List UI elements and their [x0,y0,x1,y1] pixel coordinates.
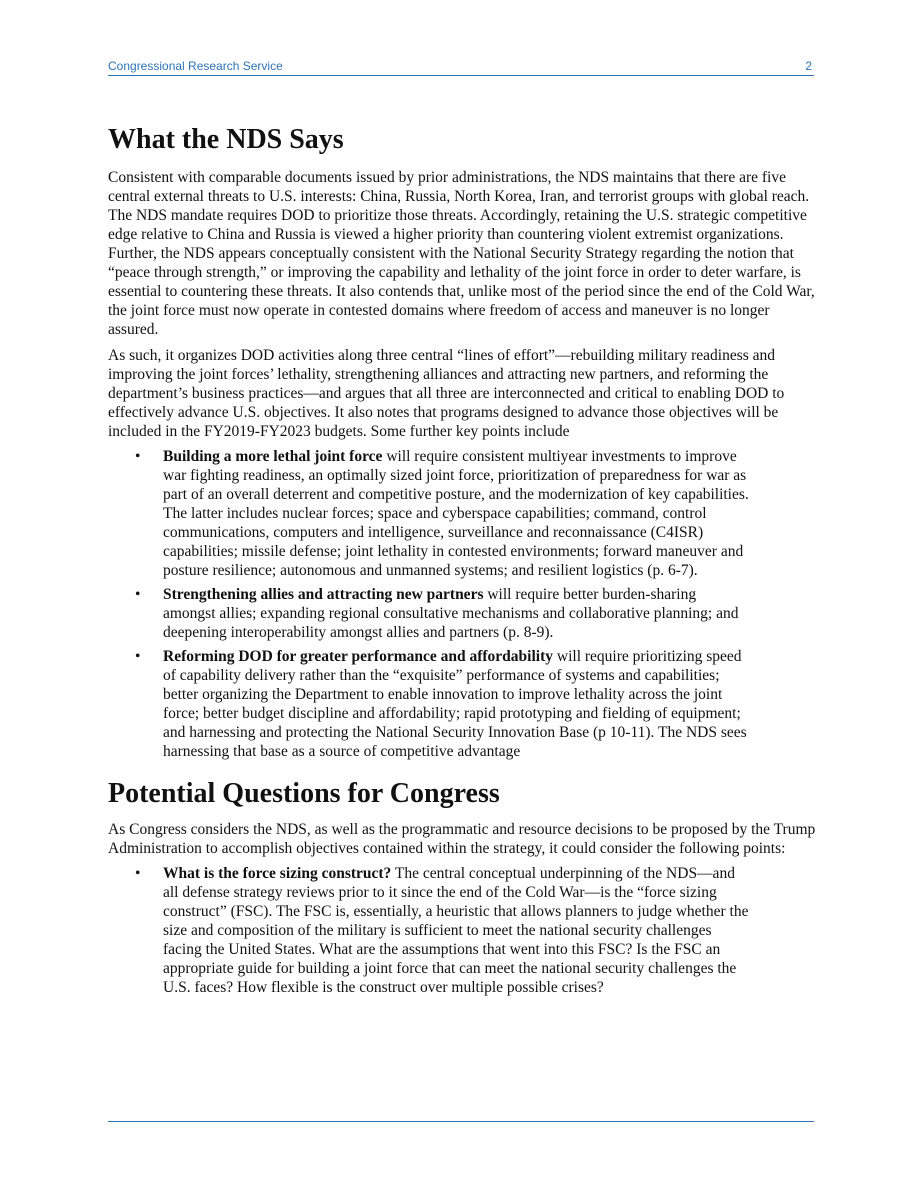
bullet-icon: • [135,448,141,465]
bullet-lead: Strengthening allies and attracting new partners [163,586,484,603]
page-number: 2 [805,59,812,73]
bullet-icon: • [135,586,141,603]
paragraph: As such, it organizes DOD activities along three central “lines of effort”—rebuilding military readiness and improving the joint forces’ lethality, strengthening alliances and attracting new partners, and reforming the department’s business practices—and argues that all three are interconnected and critical to enabling DOD to effectively advance U.S. objectives. It also notes that programs designed to advance those objectives will be included in the FY2019-FY2023 budgets. Some further key points include [108,347,785,440]
list-item [108,864,751,997]
footer-rule [108,1121,814,1122]
paragraph: Consistent with comparable documents issued by prior administrations, the NDS maintains that there are five central external threats to U.S. interests: China, Russia, North Korea, Iran, and terrorist groups with global reach. The NDS mandate requires DOD to prioritize those threats. Accordingly, retaining the U.S. strategic competitive edge relative to China and Russia is viewed a higher priority than countering violent extremist organizations. Further, the NDS appears conceptually consistent with the National Security Strategy regarding the notion that “peace through strength,” or improving the capability and lethality of the joint force in order to deter warfare, is essential to countering these threats. It also contends that, unlike most of the period since the end of the Cold War, the joint force must now operate in contested domains where freedom of access and maneuver is no longer assured. [108,169,815,338]
bullet-icon: • [135,648,141,665]
questions-list [108,864,816,997]
section-heading-nds-says: What the NDS Says [108,124,344,155]
bullet-lead: Building a more lethal joint force [163,448,383,465]
bullet-lead: Reforming DOD for greater performance and affordability [163,648,554,665]
bullet-lead: What is the force sizing construct? [163,865,392,882]
bullet-text: will require consistent multiyear investments to improve war fighting readiness, an optimally sized joint force, prioritization of preparedness for war as part of an overall deterrent and competitive posture, and the modernization of key capabilities. The latter includes nuclear forces; space and cyberspace capabilities; command, control communications, computers and intelligence, surveillance and reconnaissance (C4ISR) capabilities; missile defense; joint lethality in contested environments; forward maneuver and posture resilience; autonomous and unmanned systems; and resilient logistics (p. 6-7). [163,448,749,579]
document-body [108,122,816,1002]
bullet-text: The central conceptual underpinning of the NDS—and all defense strategy reviews prior to it since the end of the Cold War—is the “force sizing construct” (FSC). The FSC is, essentially, a heuristic that allows planners to judge whether the size and composition of the military is sufficient to meet the national security challenges facing the United States. What are the assumptions that went into this FSC? Is the FSC an appropriate guide for building a joint force that can meet the national security challenges the U.S. faces? How flexible is the construct over multiple possible crises? [163,865,749,996]
bullet-text: will require better burden-sharing amongst allies; expanding regional consultative mechanisms and collaborative planning; and deepening interoperability amongst allies and partners (p. 8-9). [163,586,739,641]
list-item [108,585,751,642]
list-item [108,647,751,761]
section-heading-questions: Potential Questions for Congress [108,778,500,809]
bullet-icon: • [135,865,141,882]
publisher-name: Congressional Research Service [108,59,283,73]
page-header [108,59,814,76]
bullet-text: will require prioritizing speed of capability delivery rather than the “exquisite” performance of systems and capabilities; better organizing the Department to enable innovation to improve lethality across the joint force; better budget discipline and affordability; rapid prototyping and fielding of equipment; and harnessing and protecting the National Security Innovation Base (p 10-11). The NDS sees harnessing that base as a source of competitive advantage [163,648,747,760]
paragraph: As Congress considers the NDS, as well as the programmatic and resource decisions to be proposed by the Trump Administration to accomplish objectives contained within the strategy, it could consider the following points: [108,821,816,857]
key-points-list [108,447,816,761]
list-item [108,447,751,580]
